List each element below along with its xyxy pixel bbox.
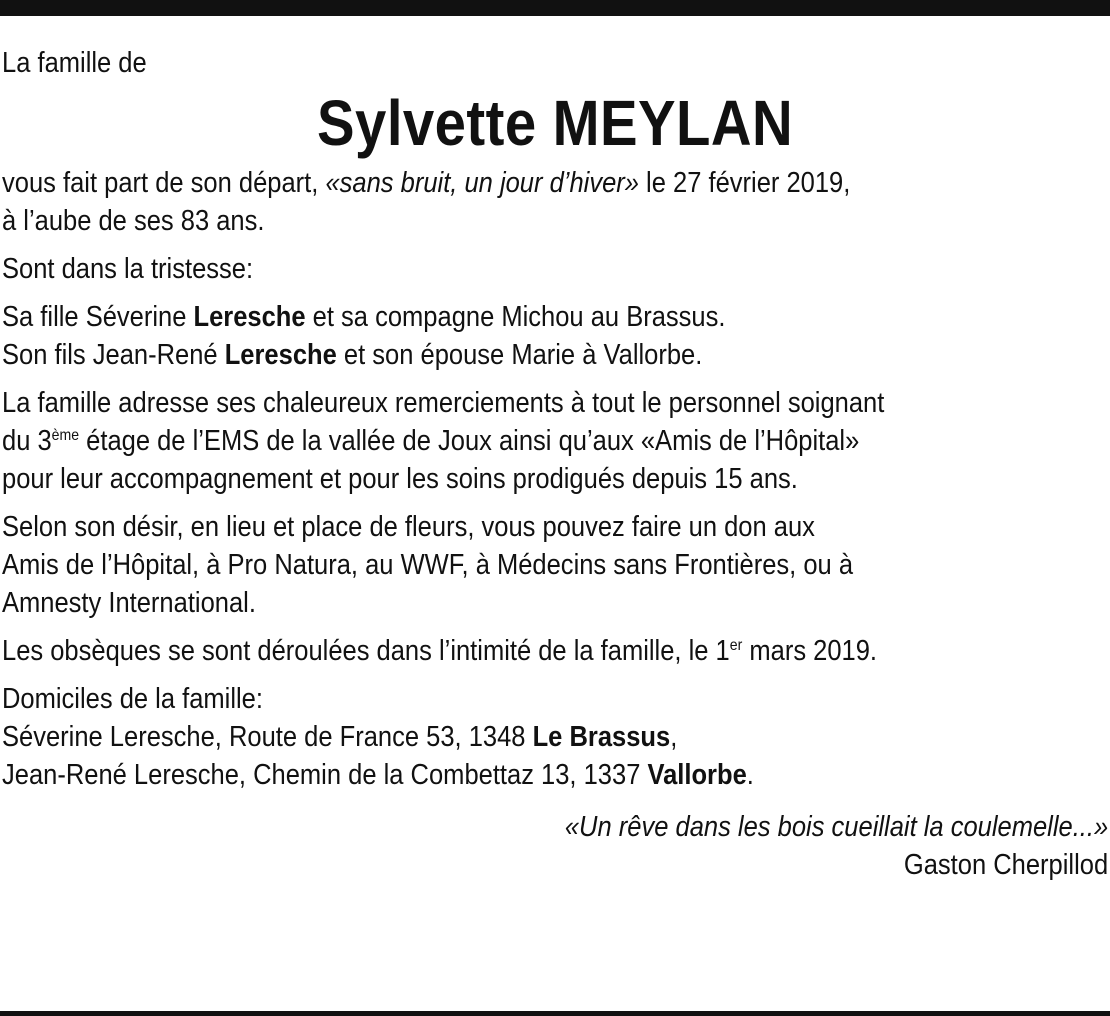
donation-paragraph: Selon son désir, en lieu et place de fleurs, vous pouvez faire un don aux Amis de l’Hôpital, à Pro Natura, au WWF, à Médecins sans Frontières, ou à Amnesty International. (2, 511, 854, 619)
epigraph-author: Gaston Cherpillod (903, 849, 1109, 881)
mourner-line: Sa fille Séverine Leresche et sa compagne Michou au Brassus. (2, 301, 726, 333)
mourner-line: Son fils Jean-René Leresche et son épouse Marie à Vallorbe. (2, 339, 703, 371)
deceased-name: Sylvette MEYLAN (317, 87, 794, 159)
mourners-heading: Sont dans la tristesse: (2, 253, 254, 285)
announcement-line-2: à l’aube de ses 83 ans. (2, 205, 265, 237)
bottom-rule (0, 1011, 1110, 1016)
intro-text: La famille de (2, 47, 147, 79)
announcement-line-1: vous fait part de son départ, «sans bruit, un jour d’hiver» le 27 février 2019, (2, 167, 851, 199)
epigraph (2, 808, 1108, 884)
addresses-heading: Domiciles de la famille: (2, 683, 263, 715)
address-line: Séverine Leresche, Route de France 53, 1348 Le Brassus, (2, 721, 678, 753)
address-line: Jean-René Leresche, Chemin de la Combettaz 13, 1337 Vallorbe. (2, 759, 754, 791)
announcement-paragraph (2, 164, 1108, 240)
top-rule (0, 0, 1110, 16)
mourners-list (2, 298, 1108, 374)
funeral-paragraph: Les obsèques se sont déroulées dans l’intimité de la famille, le 1er mars 2019. (2, 635, 878, 667)
thanks-paragraph: La famille adresse ses chaleureux remerciements à tout le personnel soignant du 3ème étage de l’EMS de la vallée de Joux ainsi qu’aux «Amis de l’Hôpital» pour leur accompagnement et pour les soins prodigués depuis 15 ans. (2, 387, 885, 495)
address-city: Vallorbe (647, 759, 747, 791)
addresses-paragraph (2, 680, 1108, 794)
mourner-surname: Leresche (224, 339, 337, 371)
announcement-quote: «sans bruit, un jour d’hiver» (325, 167, 639, 199)
epigraph-quote: «Un rêve dans les bois cueillait la coulemelle...» (564, 811, 1109, 843)
address-city: Le Brassus (532, 721, 671, 753)
notice-body (2, 44, 1108, 884)
mourner-surname: Leresche (193, 301, 306, 333)
